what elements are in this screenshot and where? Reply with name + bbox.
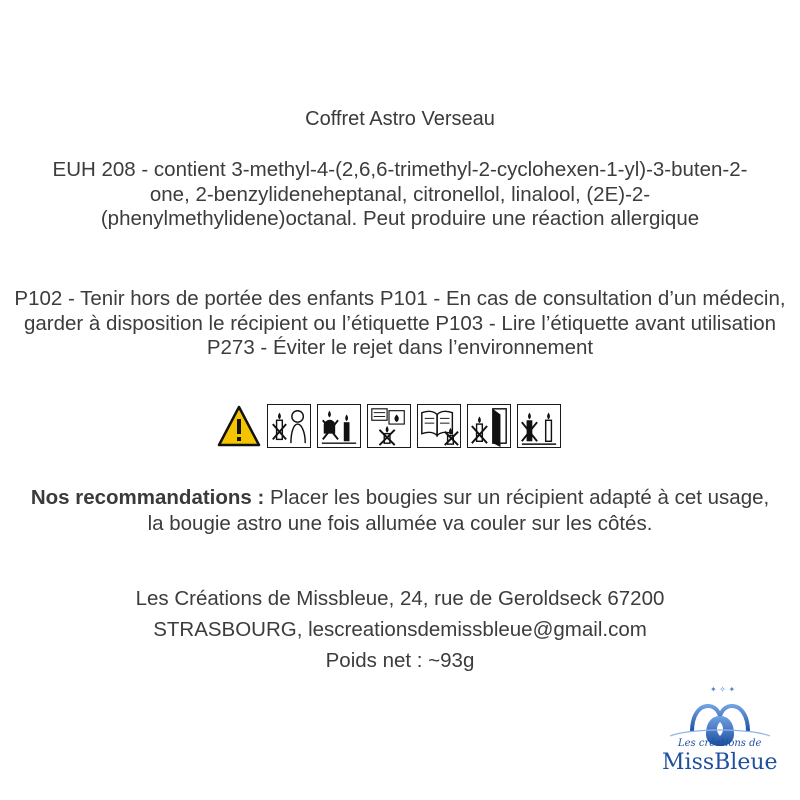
net-weight: Poids net : ~93g bbox=[325, 649, 475, 672]
address-line-2: STRASBOURG, lescreationsdemissbleue@gmail.com bbox=[153, 618, 647, 641]
logo-brand: MissBleue bbox=[662, 750, 778, 775]
safety-icons-row bbox=[217, 404, 561, 452]
euh-warning-text: EUH 208 - contient 3-methyl-4-(2,6,6-trimethyl-2-cyclohexen-1-yl)-3-buten-2-one, 2-benzylideneheptanal, citronellol, linalool, (2E)-2-(phenylmethylidene)octanal. Peut produire une réaction allergique bbox=[52, 158, 748, 230]
recommendations-text: Placer les bougies sur un récipient adapté à cet usage, la bougie astro une fois allumée va couler sur les côtés. bbox=[147, 486, 770, 535]
candle-draft-icon bbox=[467, 404, 511, 448]
product-title: Coffret Astro Verseau bbox=[305, 108, 495, 130]
address-block bbox=[30, 583, 770, 676]
candle-book-icon bbox=[417, 404, 461, 448]
address-line-1: Les Créations de Missbleue, 24, rue de Geroldseck 67200 bbox=[135, 587, 665, 610]
candle-children-icon bbox=[267, 404, 311, 448]
candle-pets-icon bbox=[317, 404, 361, 448]
svg-text:✦ ✧ ✦: ✦ ✧ ✦ bbox=[710, 685, 736, 694]
warning-triangle-icon bbox=[217, 404, 261, 448]
recommendations-paragraph bbox=[30, 485, 770, 537]
precaution-statements: P102 - Tenir hors de portée des enfants P101 - En cas de consultation d’un médecin, garder à disposition le récipient ou l’étiquette P103 - Lire l’étiquette avant utilisation P273 - Éviter le rejet dans l’environnement bbox=[14, 287, 786, 359]
candle-distance-icon bbox=[517, 404, 561, 448]
brand-logo bbox=[660, 678, 780, 778]
logo-tagline: Les créations de bbox=[678, 738, 762, 749]
candle-flammable-icon bbox=[367, 404, 411, 448]
recommendations-heading: Nos recommandations : bbox=[30, 486, 265, 509]
